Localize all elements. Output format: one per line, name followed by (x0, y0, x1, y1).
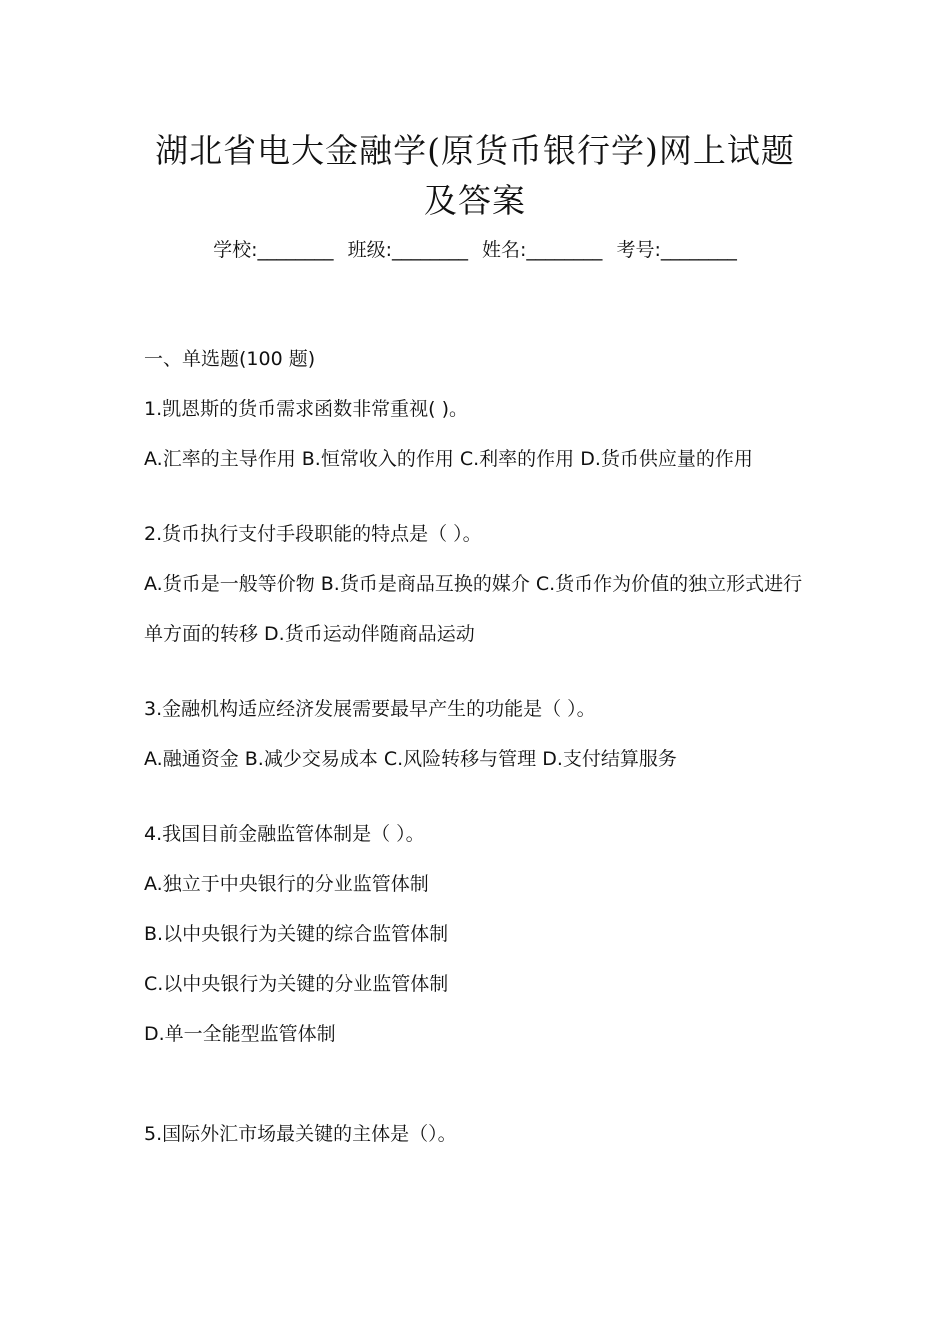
question-stem: 1.凯恩斯的货币需求函数非常重视( )。 (144, 398, 468, 420)
question-1 (144, 384, 812, 484)
exam-number-field: 考号:________ (616, 239, 737, 261)
option-d: D.单一全能型监管体制 (144, 1023, 336, 1045)
question-stem: 3.金融机构适应经济发展需要最早产生的功能是（ ）。 (144, 698, 596, 720)
school-field: 学校:________ (213, 239, 334, 261)
question-body (144, 334, 812, 1159)
question-options: A.货币是一般等价物 B.货币是商品互换的媒介 C.货币作为价值的独立形式进行单方面的转移 D.货币运动伴随商品运动 (144, 573, 803, 645)
question-2 (144, 509, 812, 659)
question-5 (144, 1109, 812, 1159)
question-stem: 4.我国目前金融监管体制是（ ）。 (144, 823, 425, 845)
question-options: A.融通资金 B.减少交易成本 C.风险转移与管理 D.支付结算服务 (144, 748, 677, 770)
question-stem: 5.国际外汇市场最关键的主体是（）。 (144, 1123, 457, 1145)
option-c: C.以中央银行为关键的分业监管体制 (144, 973, 449, 995)
student-info-fields (0, 236, 950, 264)
document-title: 湖北省电大金融学(原货币银行学)网上试题及答案 (155, 131, 795, 220)
question-4 (144, 809, 812, 1059)
question-options: A.汇率的主导作用 B.恒常收入的作用 C.利率的作用 D.货币供应量的作用 (144, 448, 753, 470)
name-field: 姓名:________ (482, 239, 603, 261)
class-field: 班级:________ (347, 239, 468, 261)
section-heading: 一、单选题(100 题) (144, 348, 316, 370)
question-stem: 2.货币执行支付手段职能的特点是（ ）。 (144, 523, 482, 545)
option-b: B.以中央银行为关键的综合监管体制 (144, 923, 449, 945)
question-3 (144, 684, 812, 784)
option-a: A.独立于中央银行的分业监管体制 (144, 873, 429, 895)
